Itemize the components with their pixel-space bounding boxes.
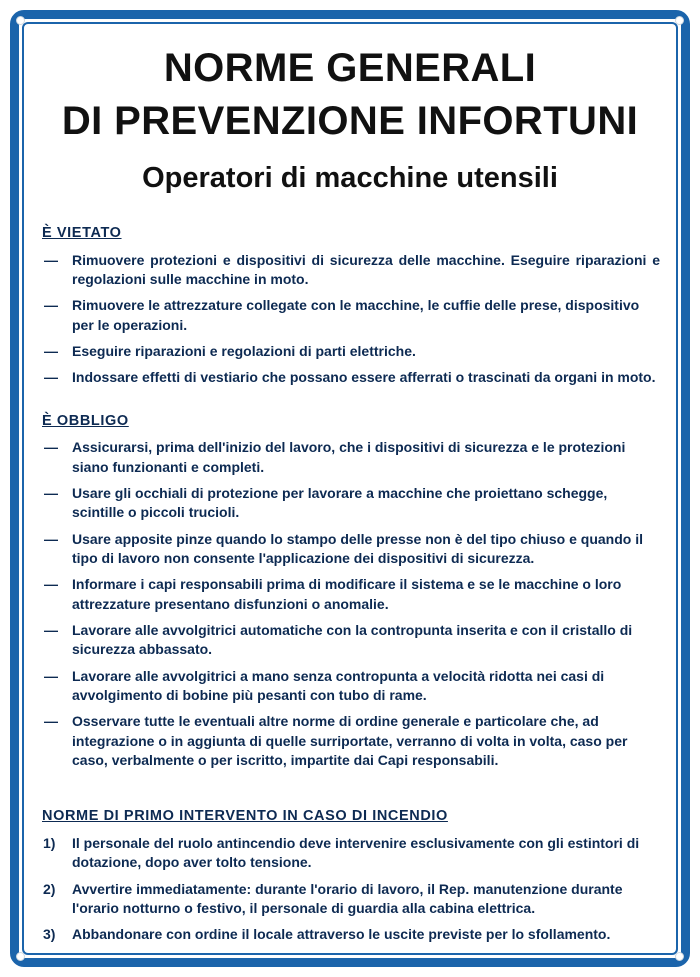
list-item-text: Osservare tutte le eventuali altre norme di ordine generale e particolare che, ad integrazione o in aggiunta di quelle surriportate, verranno di volta in volta, caso per caso, verbalmente o per iscritto, impartite dai Capi responsabili. xyxy=(72,713,628,768)
title-line-2: DI PREVENZIONE INFORTUNI xyxy=(61,98,639,143)
list-item xyxy=(42,368,660,387)
number-marker: 1) xyxy=(43,835,56,852)
list-item xyxy=(42,296,660,335)
dash-marker: — xyxy=(44,576,58,593)
dash-marker: — xyxy=(44,369,58,386)
section-heading-fire: NORME DI PRIMO INTERVENTO IN CASO DI INCENDIO xyxy=(42,808,448,825)
list-item-text: Abbandonare con ordine il locale attraverso le uscite previste per lo sfollamento. xyxy=(72,926,611,943)
list-item-text: Lavorare alle avvolgitrici a mano senza contropunta a velocità ridotta nei casi di avvolgimento di bobine più pesanti con tubo di rame. xyxy=(72,667,605,703)
list-item-text: Eseguire riparazioni e regolazioni di parti elettriche. xyxy=(72,342,416,359)
section-fire-procedures xyxy=(42,808,660,945)
list-item-text: Avvertire immediatamente: durante l'orario di lavoro, il Rep. manutenzione durante l'orario notturno o festivo, il personale di guardia alla cabina elettrica. xyxy=(72,880,623,917)
list-item xyxy=(42,484,660,523)
fire-list xyxy=(42,834,660,945)
title-block xyxy=(34,34,666,195)
dash-marker: — xyxy=(44,713,58,730)
section-heading-mandatory: È OBBLIGO xyxy=(42,413,129,430)
list-item xyxy=(42,667,660,706)
mounting-hole-bottom-left xyxy=(16,952,25,961)
list-item-text: Usare apposite pinze quando lo stampo delle presse non è del tipo chiuso e quando il tipo di lavoro non consente l'applicazione dei dispositivi di sicurezza. xyxy=(72,530,643,567)
dash-marker: — xyxy=(44,297,58,314)
list-item-text: Indossare effetti di vestiario che possano essere afferrati o trascinati da organi in moto. xyxy=(72,369,656,386)
dash-marker: — xyxy=(44,621,58,638)
list-item-text: Usare gli occhiali di protezione per lavorare a macchine che proiettano schegge, scintille o piccoli trucioli. xyxy=(72,485,608,521)
mounting-hole-bottom-right xyxy=(675,952,684,961)
list-item xyxy=(42,880,660,919)
list-item xyxy=(42,530,660,569)
list-item-text: Rimuovere protezioni e dispositivi di sicurezza delle macchine. Eseguire riparazioni e regolazioni sulle macchine in moto. xyxy=(72,251,660,287)
list-item xyxy=(42,575,660,614)
number-marker: 2) xyxy=(43,880,56,897)
number-marker: 3) xyxy=(43,926,56,943)
mounting-hole-top-right xyxy=(675,16,684,25)
dash-marker: — xyxy=(44,251,58,268)
spacer xyxy=(42,796,660,808)
dash-marker: — xyxy=(44,667,58,684)
list-item-text: Informare i capi responsabili prima di modificare il sistema e se le macchine o loro attrezzature presentano disfunzioni o anomalie. xyxy=(72,576,622,612)
sign-content xyxy=(34,34,666,947)
list-item xyxy=(42,712,660,770)
list-item xyxy=(42,438,660,477)
dash-marker: — xyxy=(44,342,58,359)
list-item-text: Lavorare alle avvolgitrici automatiche con la contropunta inserita e con il cristallo di sicurezza abbassato. xyxy=(72,621,633,658)
list-item-text: Assicurarsi, prima dell'inizio del lavoro, che i dispositivi di sicurezza e le protezioni siano funzionanti e completi. xyxy=(72,439,626,475)
list-item xyxy=(42,621,660,660)
section-mandatory xyxy=(42,413,660,770)
dash-marker: — xyxy=(44,530,58,547)
mandatory-list xyxy=(42,438,660,770)
section-heading-prohibited: È VIETATO xyxy=(42,224,122,241)
title-line-1: NORME GENERALI xyxy=(163,46,537,90)
mounting-hole-top-left xyxy=(16,16,25,25)
dash-marker: — xyxy=(44,439,58,456)
list-item-text: Rimuovere le attrezzature collegate con le macchine, le cuffie delle prese, dispositivo per le operazioni. xyxy=(72,297,640,333)
list-item xyxy=(42,925,660,944)
body-area xyxy=(34,225,666,945)
prohibited-list xyxy=(42,251,660,388)
dash-marker: — xyxy=(44,485,58,502)
list-item xyxy=(42,251,660,290)
section-prohibited xyxy=(42,225,660,388)
subtitle: Operatori di macchine utensili xyxy=(142,161,558,194)
list-item xyxy=(42,834,660,873)
list-item-text: Il personale del ruolo antincendio deve intervenire esclusivamente con gli estintori di dotazione, dopo aver tolto tensione. xyxy=(72,835,640,871)
list-item xyxy=(42,342,660,361)
